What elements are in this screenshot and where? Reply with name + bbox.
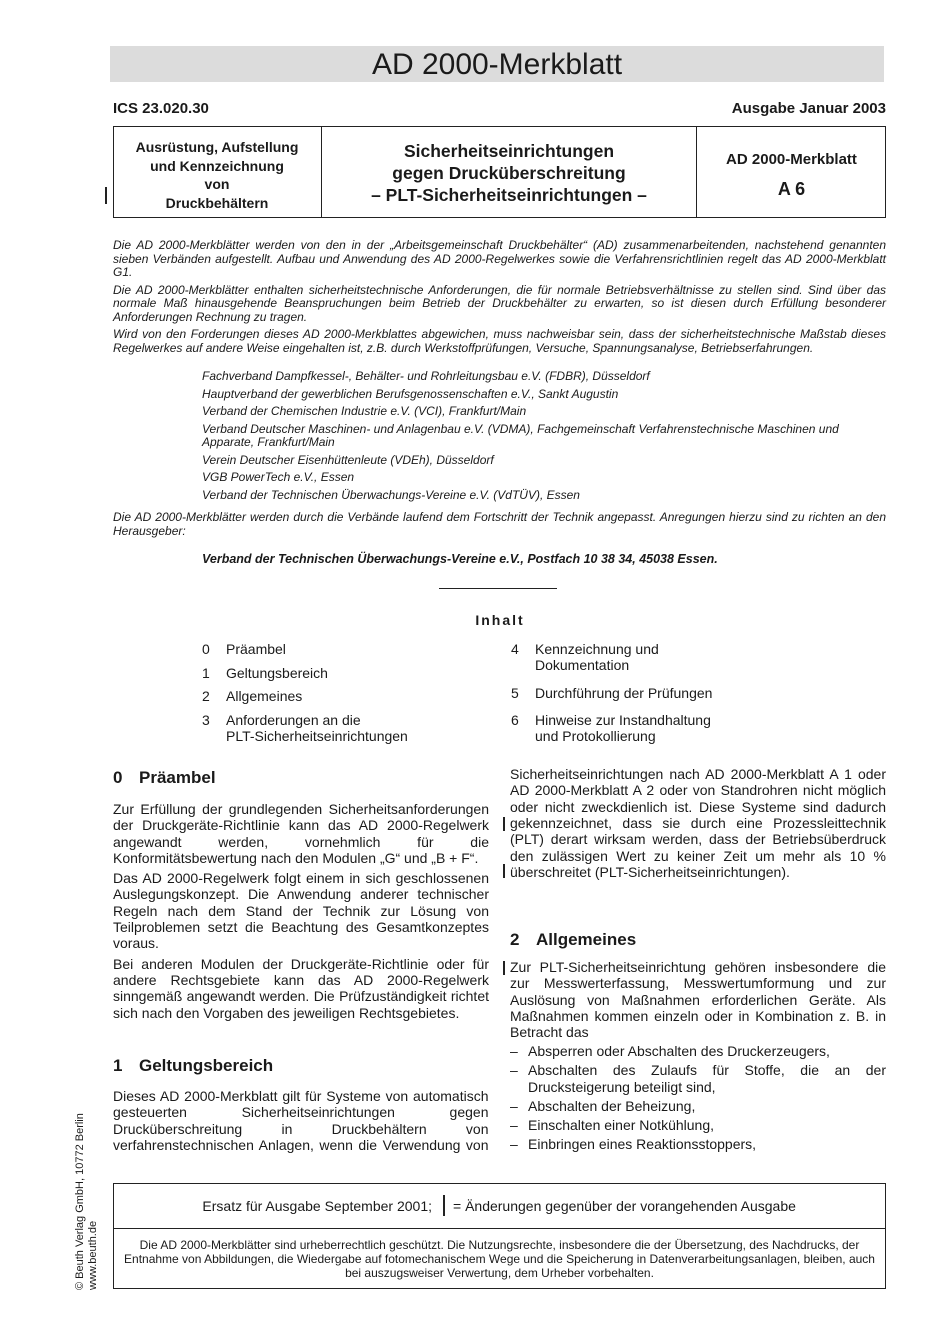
toc-label: Durchführung der Prüfungen — [535, 685, 713, 701]
intro-paragraph: Die AD 2000-Merkblätter enthalten sicherheitstechnische Anforderungen, die für normale Betriebsverhältnisse zu stellen sind. Sind über das normale Maß hinausgehende Beanspruchungen beim Betrieb der Druckbehälter zu erwarten, so ist diesen durch Erfüllung besonderer Anforderungen Rechnung zu tragen. — [113, 282, 886, 324]
paragraph: Sicherheitseinrichtungen nach AD 2000-Merkblatt A 1 oder AD 2000-Merkblatt A 2 oder von Standrohren nicht möglich oder nicht zweckdienlich ist. Diese Systeme sind dadurch gekennzeichnet, dass sie durch eine Prozessleittechnik (PLT) derart wirksam werden, dass der Betriebsüberdruck den zulässigen Wert zu keiner Zeit um mehr als 10 % überschreitet (PLT-Sicherheitseinrichtungen). — [510, 768, 886, 880]
header-category-line: Druckbehältern — [165, 194, 269, 211]
change-bar — [105, 187, 107, 204]
intro-paragraph: Die AD 2000-Merkblätter werden von den in der „Arbeitsgemeinschaft Druckbehälter“ (AD) zusammenarbeitenden, nachstehend genannten sieben Verbänden aufgestellt. Aufbau und Anwendung des AD 2000-Regelwerkes sowie die Verfahrensrichtlinien regelt das AD 2000-Merkblatt G1. — [113, 238, 886, 279]
divider — [439, 588, 557, 589]
section-title: Geltungsbereich — [139, 1056, 274, 1075]
association-item: Verein Deutscher Eisenhüttenleute (VDEh), Düsseldorf — [202, 452, 494, 467]
toc-label: Hinweise zur Instandhaltung — [535, 712, 711, 728]
toc-num: 5 — [511, 685, 519, 701]
header-category-line: Ausrüstung, Aufstellung — [135, 139, 299, 155]
header-category-line: und Kennzeichnung — [150, 157, 284, 174]
section-body — [113, 801, 489, 1025]
toc-label: Kennzeichnung und — [535, 641, 659, 657]
header-code-label: AD 2000-Merkblatt — [726, 151, 857, 168]
association-item: Hauptverband der gewerblichen Berufsgenossenschaften e.V., Sankt Augustin — [202, 386, 619, 401]
change-legend: = Änderungen gegenüber der vorangehenden Ausgabe — [453, 1198, 796, 1214]
toc-label: Präambel — [226, 641, 286, 657]
toc-num: 1 — [202, 665, 210, 681]
page-title: AD 2000-Merkblatt — [371, 48, 623, 81]
publisher-url: www.beuth.de — [87, 1220, 99, 1290]
change-bar — [503, 817, 505, 831]
list-item: – Abschalten der Beheizung, — [510, 1098, 886, 1114]
side-imprint — [74, 1090, 114, 1290]
intro-paragraph: Wird von den Forderungen dieses AD 2000-Merkblattes abgewichen, muss nachweisbar sein, dass der sicherheitstechnische Maßstab dieses Regelwerkes auf andere Weise eingehalten ist, z.B. durch Werkstoffprüfungen, Versuche, Spannungsanalyse, Betriebserfahrungen. — [113, 327, 886, 355]
change-bar — [503, 864, 505, 878]
toc-label: Dokumentation — [535, 657, 630, 673]
header-subject-line: – PLT-Sicherheitseinrichtungen – — [371, 185, 647, 205]
paragraph: Dieses AD 2000-Merkblatt gilt für Systeme von automatisch gesteuerten Sicherheitseinrichtungen gegen Drucküberschreitung in Druckbehältern von verfahrenstechnischen Anlagen, wenn die Verwendung von — [113, 1088, 489, 1153]
section-heading — [510, 930, 636, 950]
list-item: – Abschalten des Zulaufs für Stoffe, die an der Drucksteigerung beteiligt sind, — [510, 1062, 886, 1095]
toc-num: 0 — [202, 641, 210, 657]
toc-num: 4 — [511, 641, 519, 657]
copyright-notice: Die AD 2000-Merkblätter sind urheberrechtlich geschützt. Die Nutzungsrechte, insbesondere die der Übersetzung, des Nachdrucks, der Entnahme von Abbildungen, die Wiedergabe auf fotomechanischem Wege und die Speicherung in Datenverarbeitungsanlagen, bleiben, auch bei auszugsweiser Verwertung, dem Urheber vorbehalten. — [113, 1229, 886, 1289]
edition: Ausgabe Januar 2003 — [731, 100, 886, 117]
header-category — [113, 126, 322, 218]
header-code-value: A 6 — [777, 179, 806, 199]
paragraph: Das AD 2000-Regelwerk folgt einem in sich geschlossenen Auslegungskonzept. Die Anwendung anderer technischer Regeln nach dem Stand der Technik zur Lösung von Teilproblemen setzt die Beachtung des Gesamtkonzeptes voraus. — [113, 870, 489, 952]
list-item: – Einschalten einer Notkühlung, — [510, 1117, 886, 1133]
toc-label: Allgemeines — [226, 688, 303, 704]
list-item: – Absperren oder Abschalten des Druckerzeugers, — [510, 1043, 886, 1059]
toc-label: Anforderungen an die — [226, 712, 361, 728]
section-number: 2 — [510, 930, 520, 949]
header-subject-line: Sicherheitseinrichtungen — [403, 141, 615, 161]
section-number: 1 — [113, 1056, 123, 1075]
publisher-address: Verband der Technischen Überwachungs-Vereine e.V., Postfach 10 38 34, 45038 Essen. — [202, 552, 718, 566]
header-code — [697, 126, 886, 218]
section-body: Zur PLT-Sicherheitseinrichtung gehören insbesondere die zur Messwerterfassung, Messwertumformung und zur Auslösung von Maßnahmen erforderlichen Geräte. Als Maßnahmen kommen einzeln oder in Kombination z. B. in Betracht das — [510, 959, 886, 1041]
toc-label: und Protokollierung — [535, 728, 656, 744]
intro-text — [113, 239, 886, 359]
list-item: – Einbringen eines Reaktionsstoppers, — [510, 1136, 886, 1152]
header-subject-line: gegen Drucküberschreitung — [392, 163, 626, 183]
intro-closing: Die AD 2000-Merkblätter werden durch die Verbände laufend dem Fortschritt der Technik angepasst. Anregungen hierzu sind zu richten an den Herausgeber: — [113, 510, 886, 538]
paragraph: Zur Erfüllung der grundlegenden Sicherheitsanforderungen der Druckgeräte-Richtlinie kann das AD 2000-Regelwerk angewandt werden, vornehmlich für die Konformitätsbewertung nach den Modulen „G“ und „B + F“. — [113, 801, 489, 866]
publisher-imprint: © Beuth Verlag GmbH, 10772 Berlin — [74, 1113, 86, 1290]
section-title: Allgemeines — [536, 930, 637, 949]
association-item: Verband der Chemischen Industrie e.V. (VCI), Frankfurt/Main — [202, 404, 527, 418]
association-list — [202, 370, 872, 506]
section-body — [113, 1088, 489, 1155]
toc-heading: Inhalt — [475, 612, 525, 628]
header-category-line: von — [204, 176, 230, 192]
section-number: 0 — [113, 768, 123, 787]
toc-label: PLT-Sicherheitseinrichtungen — [226, 728, 408, 744]
toc-label: Geltungsbereich — [226, 665, 328, 681]
change-bar-legend — [443, 1195, 445, 1216]
section-heading — [113, 1056, 273, 1076]
measures-list — [510, 1043, 886, 1156]
ics-code: ICS 23.020.30 — [113, 100, 209, 117]
toc-num: 2 — [202, 688, 210, 704]
association-item: Verband der Technischen Überwachungs-Vereine e.V. (VdTÜV), Essen — [202, 487, 580, 502]
section-title: Präambel — [139, 768, 216, 787]
toc-num: 6 — [511, 712, 519, 728]
toc-num: 3 — [202, 712, 210, 728]
association-item: Verband Deutscher Maschinen- und Anlagenbau e.V. (VDMA), Fachgemeinschaft Verfahrenstechnische Maschinen und Apparate, Frankfurt/Main — [202, 421, 839, 449]
paragraph: Bei anderen Modulen der Druckgeräte-Richtlinie oder für andere Rechtsgebiete kann das AD 2000-Regelwerk sinngemäß angewandt werden. Die Prüfzuständigkeit richtet sich nach den Vorgaben des jeweiligen Rechtsgebietes. — [113, 955, 489, 1021]
footer-replacement-box — [113, 1183, 886, 1229]
header-subject — [322, 126, 697, 218]
association-item: Fachverband Dampfkessel-, Behälter- und Rohrleitungsbau e.V. (FDBR), Düsseldorf — [202, 369, 650, 383]
change-bar — [503, 961, 505, 975]
section-heading — [113, 768, 216, 788]
replacement-note: Ersatz für Ausgabe September 2001; — [202, 1198, 432, 1214]
section-body-continued — [510, 768, 886, 884]
association-item: VGB PowerTech e.V., Essen — [202, 470, 355, 484]
